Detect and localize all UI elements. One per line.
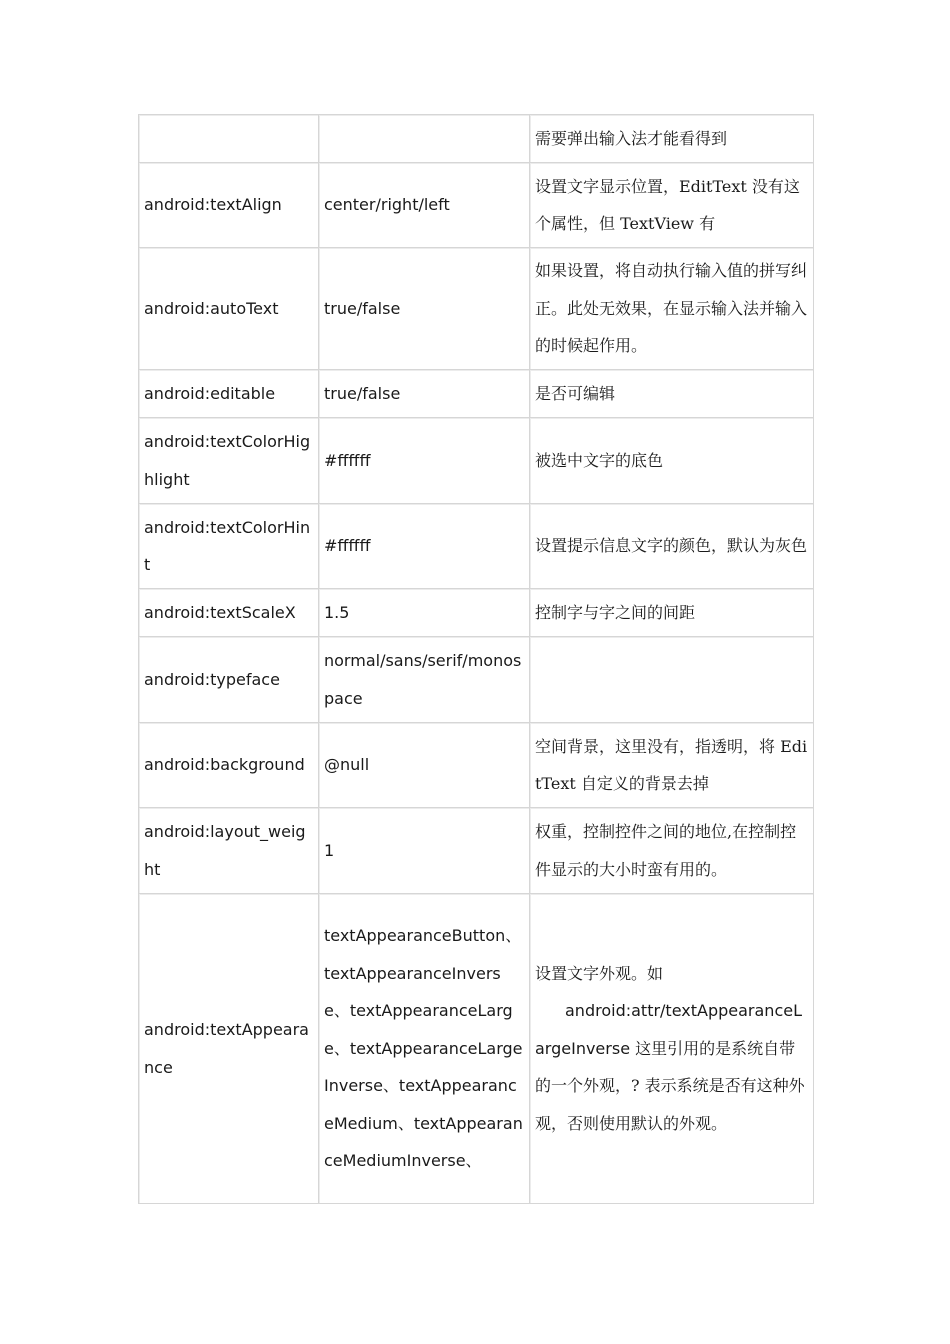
attr-value-cell — [319, 115, 530, 163]
attr-desc-cell: 权重，控制控件之间的地位,在控制控件显示的大小时蛮有用的。 — [530, 808, 814, 894]
attr-value-cell: true/false — [319, 370, 530, 418]
attr-value-cell: #ffffff — [319, 504, 530, 589]
attr-desc-cell: 设置文字显示位置，EditText 没有这个属性，但 TextView 有 — [530, 163, 814, 248]
desc-code: android:attr/textAppearanceLargeInverse — [535, 1001, 802, 1058]
attr-desc-cell: 空间背景，这里没有，指透明，将 EditText 自定义的背景去掉 — [530, 723, 814, 808]
attr-value-cell: textAppearanceButton、textAppearanceInverse、textAppearanceLarge、textAppearanceLargeInverse、textAppearanceMedium、textAppearanceMediumInverse、 — [319, 894, 530, 1204]
attr-name-cell: android:background — [139, 723, 319, 808]
attr-name-cell: android:textAlign — [139, 163, 319, 248]
attribute-table — [138, 114, 814, 1204]
attr-value-cell: 1.5 — [319, 589, 530, 637]
table-row — [139, 163, 814, 248]
attr-name-cell: android:textScaleX — [139, 589, 319, 637]
table-row — [139, 248, 814, 370]
attr-name-cell: android:textAppearance — [139, 894, 319, 1204]
attr-name-cell — [139, 115, 319, 163]
attr-name-cell: android:typeface — [139, 637, 319, 723]
attr-value-cell: center/right/left — [319, 163, 530, 248]
table-row — [139, 894, 814, 1204]
table-row — [139, 808, 814, 894]
attr-name-cell: android:textColorHint — [139, 504, 319, 589]
table-row — [139, 637, 814, 723]
attr-desc-cell: 是否可编辑 — [530, 370, 814, 418]
table-row — [139, 115, 814, 163]
attr-desc-cell: 设置提示信息文字的颜色，默认为灰色 — [530, 504, 814, 589]
attr-value-cell: normal/sans/serif/monospace — [319, 637, 530, 723]
attr-value-cell: 1 — [319, 808, 530, 894]
attr-desc-cell: 控制字与字之间的间距 — [530, 589, 814, 637]
table-row — [139, 723, 814, 808]
attr-value-cell: @null — [319, 723, 530, 808]
attr-desc-cell — [530, 637, 814, 723]
attr-name-cell: android:editable — [139, 370, 319, 418]
attr-desc-cell: 需要弹出输入法才能看得到 — [530, 115, 814, 163]
attr-value-cell: #ffffff — [319, 418, 530, 504]
attr-desc-cell: 如果设置，将自动执行输入值的拼写纠正。此处无效果，在显示输入法并输入的时候起作用。 — [530, 248, 814, 370]
attr-name-cell: android:layout_weight — [139, 808, 319, 894]
attr-value-cell: true/false — [319, 248, 530, 370]
attr-desc-cell — [530, 894, 814, 1204]
table-row — [139, 370, 814, 418]
attr-desc-cell: 被选中文字的底色 — [530, 418, 814, 504]
desc-rest: 这里引用的是系统自带的一个外观，? 表示系统是否有这种外观，否则使用默认的外观。 — [535, 1038, 805, 1133]
table-row — [139, 418, 814, 504]
attr-name-cell: android:autoText — [139, 248, 319, 370]
attr-name-cell: android:textColorHighlight — [139, 418, 319, 504]
table-row — [139, 589, 814, 637]
desc-intro: 设置文字外观。如 — [535, 963, 664, 983]
table-row — [139, 504, 814, 589]
